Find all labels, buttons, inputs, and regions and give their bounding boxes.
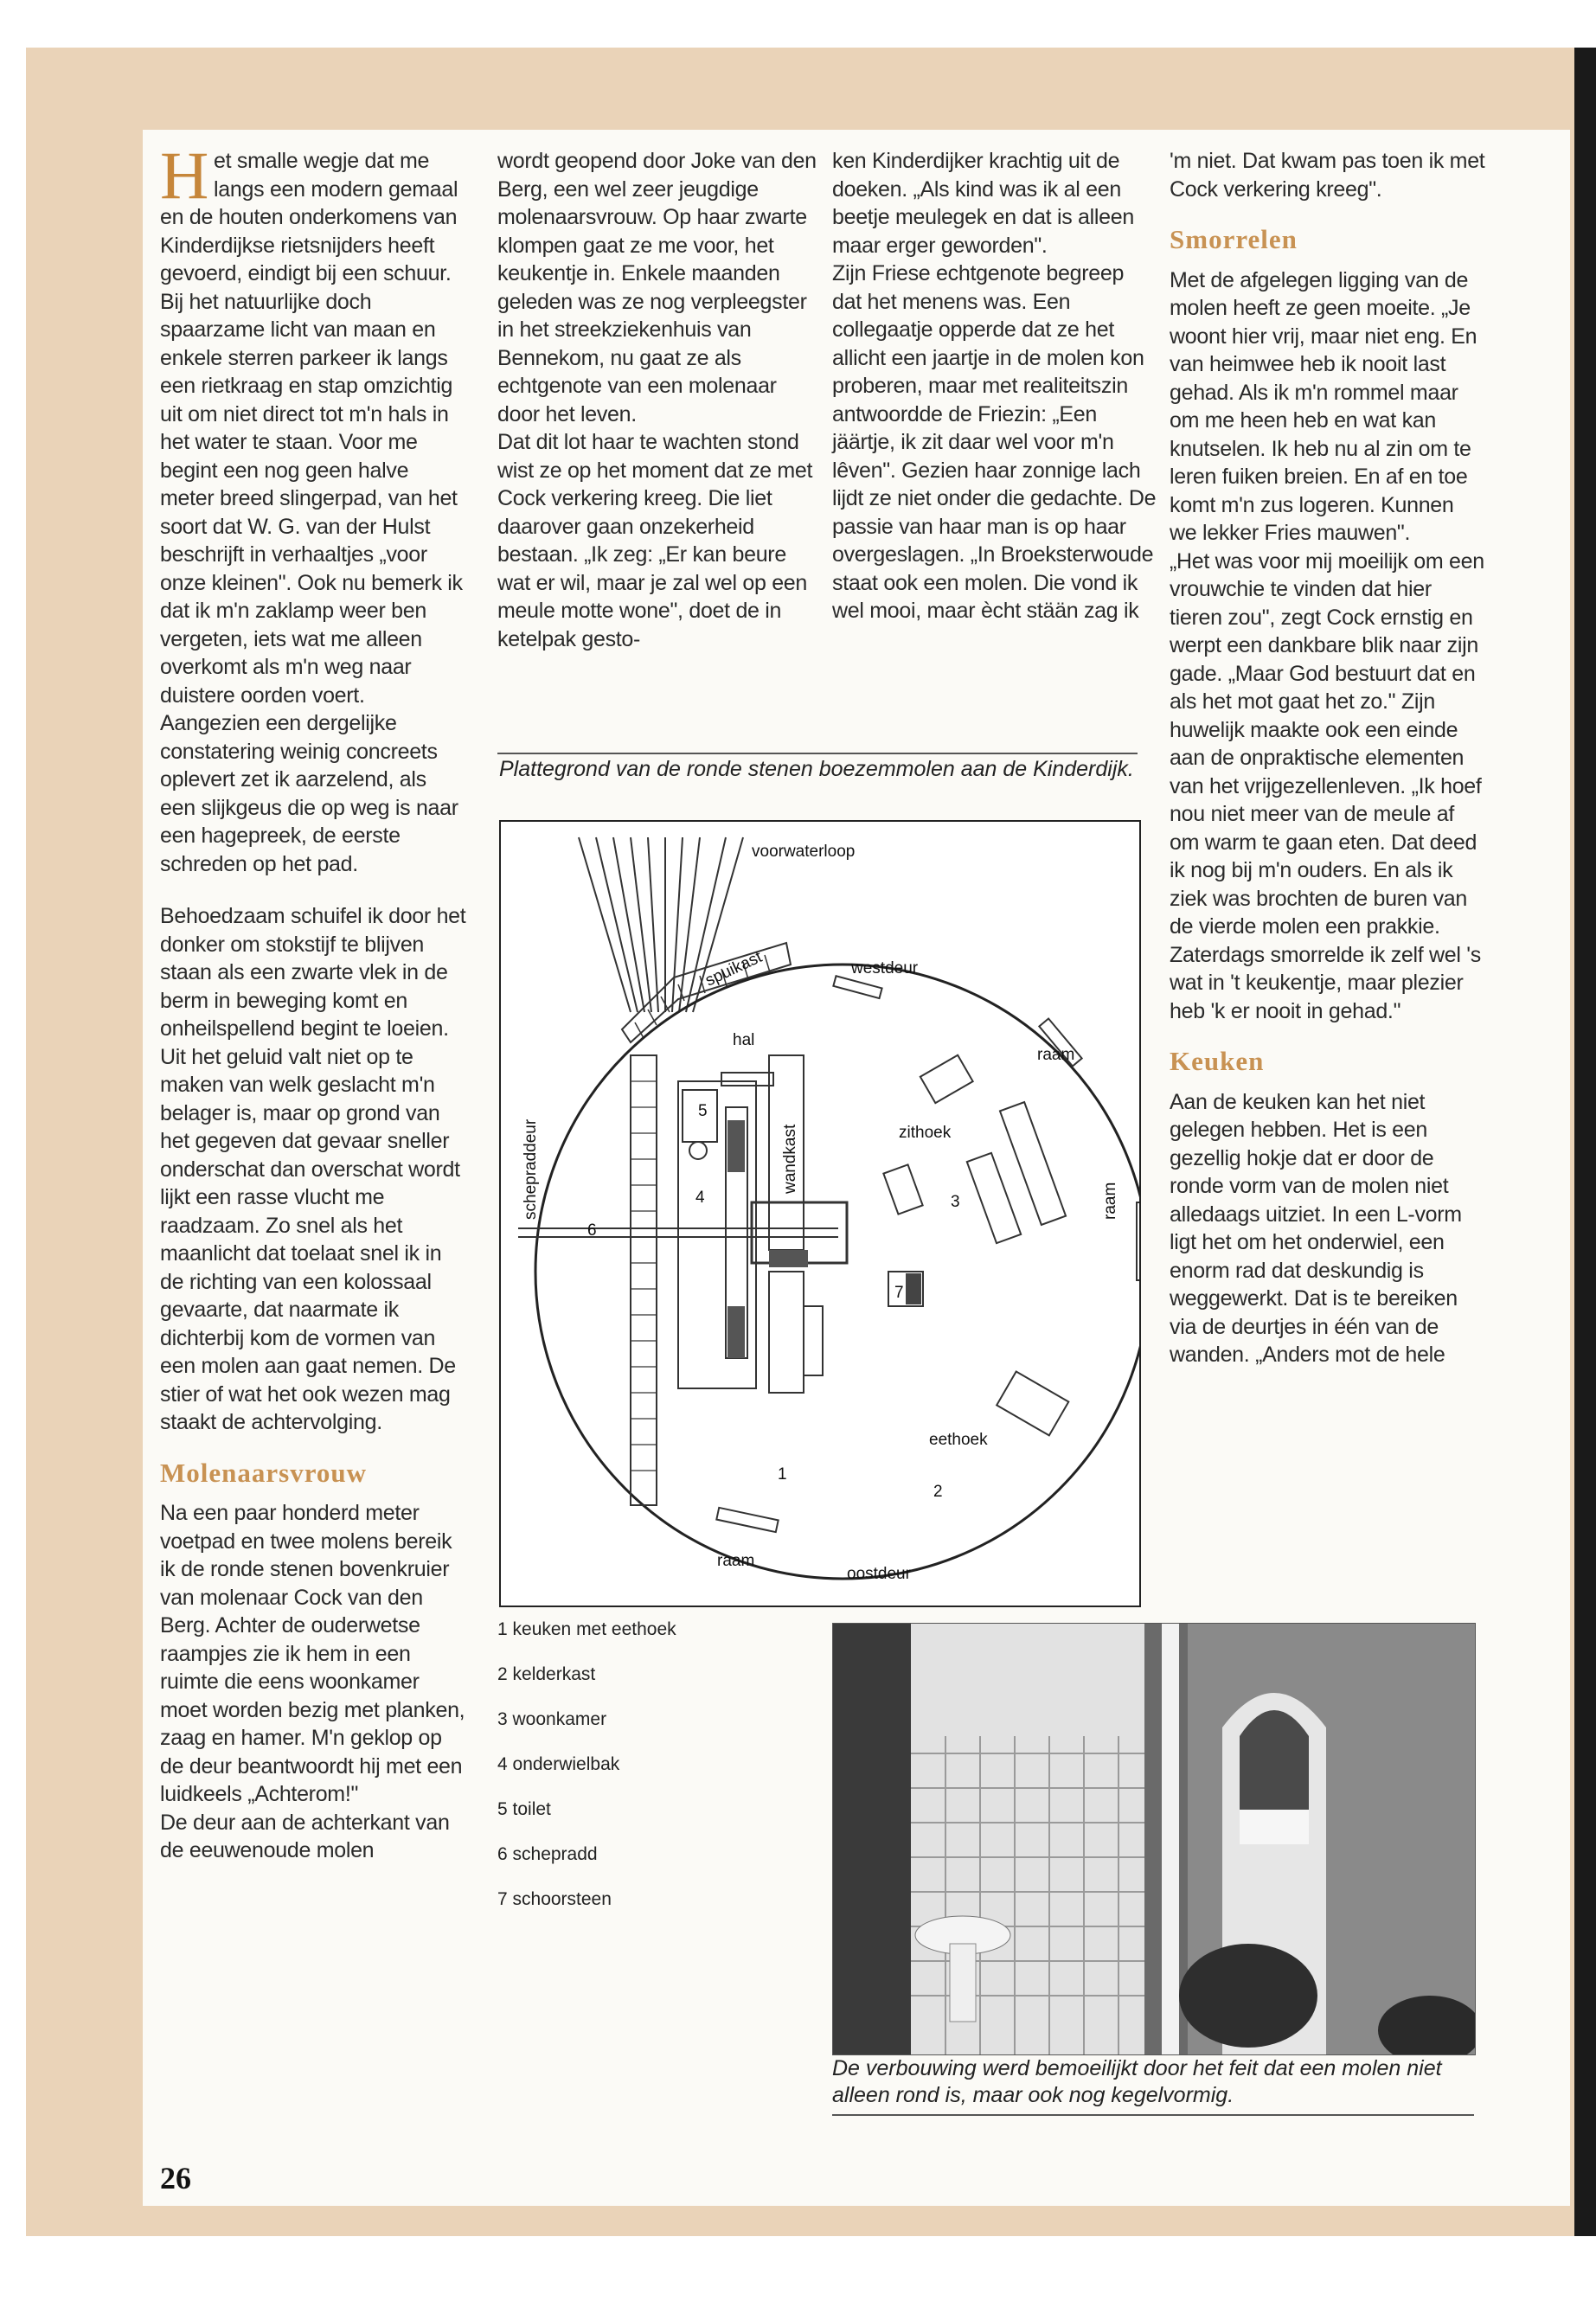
column-4	[1170, 147, 1485, 1369]
column-1	[160, 138, 467, 1865]
label-room-2: 2	[933, 1483, 943, 1501]
label-raam-top: raam	[1037, 1046, 1075, 1064]
eethoek-table	[997, 1371, 1068, 1435]
col3-paragraph-2: Zijn Friese echtgenote begreep dat het menens was. Een collegaatje opperde dat ze het allicht een jaartje in de molen kon proberen, maar met realiteitszin antwoordde de Friezin: „Een jäärtje, ik zit daar wel voor m'n lêven". Gezien haar zonnige lach lijdt ze niet onder die gedachte. De passie van haar man is op haar overgeslagen. „In Broeksterwoude staat ook een molen. Die vond ik wel mooi, maar ècht stään zag ik	[832, 261, 1157, 623]
label-voorwaterloop: voorwaterloop	[752, 843, 856, 861]
photo-caption: De verbouwing werd bemoeilijkt door het feit dat een molen niet alleen rond is, maar ook nog kegelvormig.	[832, 2056, 1442, 2107]
legend-item: 2 kelderkast	[497, 1664, 596, 1684]
col4-paragraph-1: 'm niet. Dat kwam pas toen ik met Cock verkering kreeg".	[1170, 149, 1485, 202]
floor-plan-drawing	[501, 822, 1139, 1606]
label-hal: hal	[733, 1031, 755, 1049]
col1-paragraph-4: De deur aan de achterkant van de eeuwenoude molen	[160, 1810, 450, 1862]
shaft-block	[769, 1250, 808, 1267]
kitchen-photo-drawing	[833, 1624, 1475, 2054]
label-raam-right: raam	[1101, 1182, 1119, 1220]
page-number: 26	[160, 2161, 191, 2195]
label-wandkast: wandkast	[781, 1124, 799, 1194]
photo-bottom-rule	[832, 2114, 1474, 2116]
label-zithoek: zithoek	[899, 1124, 952, 1142]
legend-item: 5 toilet	[497, 1799, 551, 1819]
col4-paragraph-2: Met de afgelegen ligging van de molen heeft ze geen moeite. „Je woont hier vrij, maar niet eng. En van heimwee heb ik nooit last gehad. Als ik m'n rommel maar om me heen heb en wat kan knutselen. Ik heb nu al zin om te leren fuiken breien. En af en toe komt m'n zus logeren. Kunnen we lekker Fries mauwen".	[1170, 267, 1477, 545]
col1-paragraph-2: Behoedzaam schuifel ik door het donker om stokstijf te blijven staan als een zwarte vlek in de berm in beweging komt en onheilspellend begint te loeien. Uit het geluid valt niet op te maken van welk geslacht m'n belager is, maar op grond van het gegeven dat gevaar sneller onderschat dan overschat wordt lijkt een rasse vlucht me raadzaam. Zo snel als het maanlicht dat toelaat snel ik in de richting van een kolossaal gevaarte, dat naarmate ik dichterbij kom de vormen van een molen aan gaat nemen. De stier of wat het ook wezen mag staakt de achtervolging.	[160, 904, 466, 1434]
heading-smorrelen: Smorrelen	[1170, 224, 1298, 254]
kitchen-photo	[832, 1623, 1476, 2055]
label-room-4: 4	[695, 1189, 705, 1207]
column-2	[497, 147, 817, 653]
toilet-bowl	[689, 1142, 707, 1159]
label-schepraddeur: schepraddeur	[522, 1118, 540, 1220]
col4-paragraph-3: „Het was voor mij moeilijk om een vrouwchie te vinden dat hier tieren zou", zegt Cock ernstig en werpt een dankbare blik naar zijn gade. „Maar God bestuurt dat en als het mot gaat het zo." Zijn huwelijk maakte ook een einde aan de onpraktische elementen van het vrijgezellenleven. „Ik hoef nou niet meer van de meule af om warm te gaan eten. Dat deed ik nog bij m'n ouders. En als ik ziek was brochten de buren van de vierde molen een prakkie. Zaterdags smorrelde ik zelf wel 's wat in 't keukentje, maar plezier heb 'k er nooit in gehad."	[1170, 548, 1484, 1023]
kitchen-counter	[769, 1272, 804, 1393]
scheprad-rungs	[631, 1081, 657, 1471]
label-room-6: 6	[587, 1221, 597, 1240]
plan-caption: Plattegrond van de ronde stenen boezemmolen aan de Kinderdijk.	[499, 757, 1134, 781]
sofa	[1000, 1102, 1066, 1225]
kitchen-cabinet	[804, 1306, 823, 1375]
label-room-7: 7	[894, 1284, 904, 1302]
label-room-5: 5	[698, 1102, 708, 1120]
zithoek-table	[920, 1055, 973, 1103]
scan-edge	[1574, 48, 1596, 2236]
label-spuikast: spuikast	[702, 948, 766, 990]
legend-item: 1 keuken met eethoek	[497, 1619, 676, 1639]
westdeur-door	[833, 976, 881, 998]
floor-plan	[499, 820, 1141, 1607]
col1-p1-text: et smalle wegje dat me langs een modern gemaal en de houten onderkomens van Kinderdijkse rietsnijders heeft gevoerd, eindigt bij een schuur. Bij het natuurlijke doch spaarzame licht van maan en enkele sterren parkeer ik langs een rietkraag en stap omzichtig uit om niet direct tot m'n hals in het water te staan. Voor me begint een nog geen halve meter breed slingerpad, van het soort dat W. G. van der Hulst beschrijft in verhaaltjes „voor onze kleinen". Ook nu bemerk ik dat ik m'n zaklamp weer ben vergeten, iets wat me alleen overkomt als m'n weg naar duistere oorden voert. Aangezien een dergelijke constatering weinig concreets oplevert zet ik aarzelend, als een slijkgeus die op weg is naar een hagepreek, de eerste schreden op het pad.	[160, 149, 463, 876]
armchair	[883, 1164, 922, 1214]
heading-molenaarsvrouw: Molenaarsvrouw	[160, 1457, 368, 1488]
label-eethoek: eethoek	[929, 1431, 988, 1449]
plan-top-rule	[497, 753, 1138, 754]
label-westdeur: westdeur	[851, 959, 919, 977]
dropcap: H	[160, 138, 209, 213]
column-3	[832, 147, 1157, 625]
plan-legend	[497, 1619, 792, 1934]
label-room-1: 1	[778, 1465, 787, 1484]
legend-item: 4 onderwielbak	[497, 1754, 620, 1774]
heading-keuken: Keuken	[1170, 1046, 1265, 1076]
col1-paragraph-1	[160, 138, 467, 878]
col2-paragraph-1: wordt geopend door Joke van den Berg, een wel zeer jeugdige molenaarsvrouw. Op haar zwarte klompen gaat ze me voor, het keukentje in. Enkele maanden geleden was ze nog verpleegster in het streekziekenhuis van Bennekom, nu gaat ze als echtgenote van een molenaar door het leven.	[497, 149, 817, 426]
chimney-flue	[906, 1273, 921, 1304]
col2-paragraph-2: Dat dit lot haar te wachten stond wist ze op het moment dat ze met Cock verkering kreeg. Die liet daarover gaan onzekerheid bestaan. „Ik zeg: „Er kan beure wat er wil, maar je zal wel op een meule motte wone", doet de in ketelpak gesto-	[497, 430, 813, 651]
label-oostdeur: oostdeur	[847, 1565, 911, 1583]
coffee-table	[967, 1153, 1021, 1243]
wheel-block-bottom	[727, 1306, 745, 1358]
col1-paragraph-3: Na een paar honderd meter voetpad en twee molens bereik ik de ronde stenen bovenkruier van molenaar Cock van den Berg. Achter de ouderwetse raampjes zie ik hem in een ruimte die eens woonkamer moet worden bezig met planken, zaag en hamer. M'n geklop op de deur beantwoordt hij met een luidkeels „Achterom!"	[160, 1501, 465, 1806]
col3-paragraph-1: ken Kinderdijker krachtig uit de doeken. „Als kind was ik al een beetje meulegek en dat is alleen maar erger geworden".	[832, 149, 1134, 258]
raam-bottom-window	[716, 1508, 778, 1532]
legend-item: 3 woonkamer	[497, 1709, 607, 1729]
legend-item: 6 schepradd	[497, 1844, 598, 1864]
label-room-3: 3	[951, 1193, 960, 1211]
raam-right-window	[1137, 1202, 1139, 1280]
left-margin	[0, 0, 26, 2301]
hal-stair	[721, 1073, 773, 1086]
col4-paragraph-4: Aan de keuken kan het niet gelegen hebben. Het is een gezellig hokje dat er door de ronde vorm van de molen niet alledaags uitziet. In een L-vorm ligt het om het onderwiel, een enorm rad dat deskundig is weggewerkt. Dat is te bereiken via de deurtjes in één van de wanden. „Anders mot de hele	[1170, 1089, 1462, 1367]
label-raam-bottom: raam	[717, 1552, 755, 1570]
scheprad-wheel	[631, 1055, 657, 1505]
legend-item: 7 schoorsteen	[497, 1889, 612, 1909]
wheel-block-top	[727, 1120, 745, 1172]
